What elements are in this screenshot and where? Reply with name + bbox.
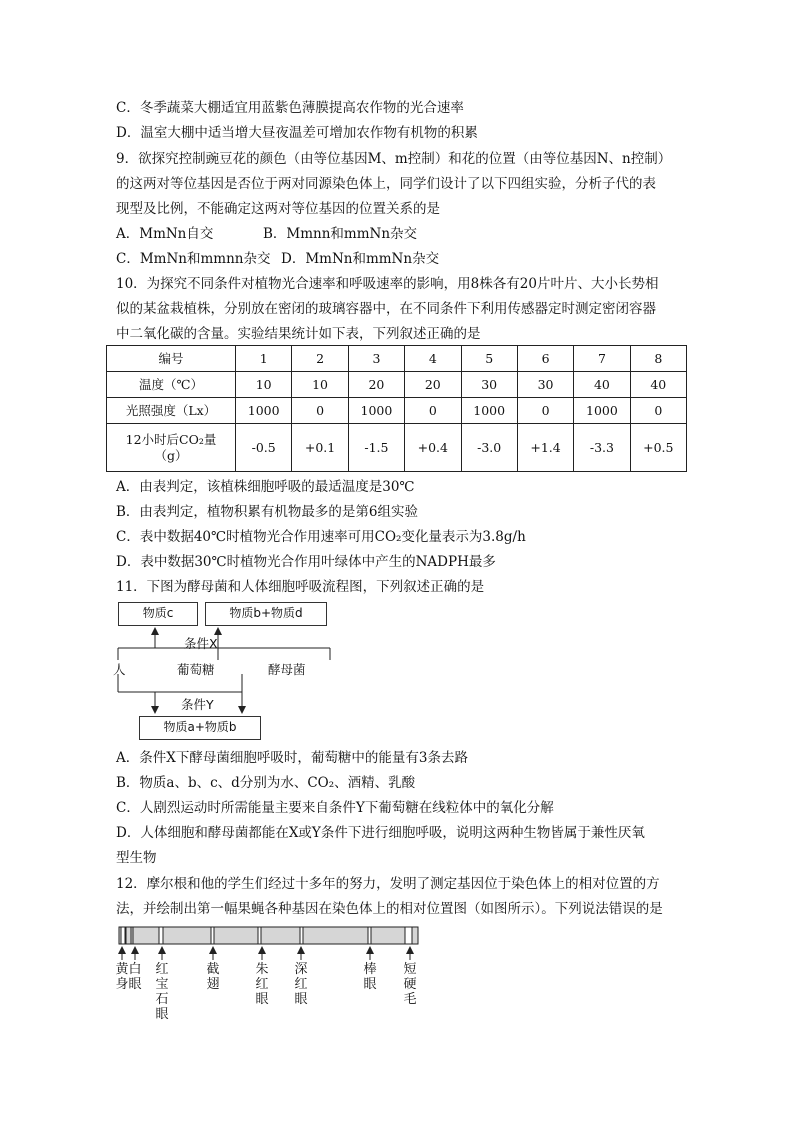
- table-cell: 4: [405, 346, 461, 372]
- table-cell: 0: [630, 398, 686, 424]
- table-cell: 20: [405, 372, 461, 398]
- chromosome-band: [211, 927, 214, 944]
- q11-option-d-line-1: D．人体细胞和酵母菌都能在X或Y条件下进行细胞呼吸，说明这两种生物皆属于兼性厌氧: [116, 825, 645, 841]
- q10-option-d: D．表中数据30℃时植物光合作用叶绿体中产生的NADPH最多: [116, 554, 496, 570]
- gene-label-bar-eye: 棒眼: [363, 962, 377, 992]
- yeast-label: 酵母菌: [268, 662, 306, 677]
- table-cell: 1000: [348, 398, 404, 424]
- table-cell: 10: [236, 372, 292, 398]
- condition-y-label: 条件Y: [181, 697, 214, 712]
- q8-option-c: C．冬季蔬菜大棚适宜用蓝紫色薄膜提高农作物的光合速率: [116, 100, 464, 116]
- table-cell: 0: [517, 398, 573, 424]
- table-cell: +0.1: [292, 424, 348, 472]
- human-label: 人: [113, 662, 126, 677]
- q9-stem-line-1: 9．欲探究控制豌豆花的颜色（由等位基因M、m控制）和花的位置（由等位基因N、n控制）: [116, 151, 672, 167]
- q10-stem-line-3: 中二氧化碳的含量。实验结果统计如下表，下列叙述正确的是: [116, 326, 481, 342]
- q10-stem-line-1: 10．为探究不同条件对植物光合速率和呼吸速率的影响，用8株各有20片叶片、大小长势相: [116, 276, 659, 292]
- q12-stem-line-2: 法，并绘制出第一幅果蝇各种基因在染色体上的相对位置图（如图所示）。下列说法错误的是: [116, 901, 663, 917]
- table-cell: 0: [405, 398, 461, 424]
- table-cell: 2: [292, 346, 348, 372]
- glucose-label: 葡萄糖: [177, 662, 215, 677]
- chromosome-band: [300, 927, 303, 944]
- row-label: 光照强度（Lx）: [107, 398, 236, 424]
- gene-label-cut-wing: 截翅: [206, 962, 220, 992]
- chromosome-band: [159, 927, 163, 944]
- substance-c-box: 物质c: [118, 602, 198, 626]
- chromosome-bar: [119, 927, 418, 944]
- table-cell: +0.5: [630, 424, 686, 472]
- q11-stem: 11．下图为酵母菌和人体细胞呼吸流程图，下列叙述正确的是: [116, 579, 485, 595]
- q12-stem-line-1: 12．摩尔根和他的学生们经过十多年的努力，发明了测定基因位于染色体上的相对位置的方: [116, 876, 660, 892]
- q10-option-c: C．表中数据40℃时植物光合作用速率可用CO₂变化量表示为3.8g/h: [116, 529, 526, 545]
- q9-option-c: C．MmNn和mmnn杂交: [116, 251, 271, 267]
- table-cell: 30: [517, 372, 573, 398]
- table-cell: 20: [348, 372, 404, 398]
- table-cell: -3.0: [461, 424, 517, 472]
- q10-stem-line-2: 似的某盆栽植株，分别放在密闭的玻璃容器中，在不同条件下利用传感器定时测定密闭容器: [116, 301, 656, 317]
- substance-ab-box: 物质a+物质b: [139, 716, 261, 740]
- table-cell: 10: [292, 372, 348, 398]
- q10-option-b: B．由表判定，植物积累有机物最多的是第6组实验: [116, 504, 419, 520]
- chromosome-band: [121, 927, 125, 944]
- gene-label-yellow-body: 黄身: [115, 962, 129, 992]
- q10-option-a: A．由表判定，该植株细胞呼吸的最适温度是30℃: [116, 479, 415, 495]
- row-label: 温度（℃）: [107, 372, 236, 398]
- table-cell: 6: [517, 346, 573, 372]
- gene-label-ruby-eye: 红宝石眼: [155, 962, 169, 1022]
- table-cell: -3.3: [574, 424, 630, 472]
- row-label-line-2: （g）: [154, 447, 188, 463]
- q9-stem-line-3: 现型及比例，不能确定这两对等位基因的位置关系的是: [116, 201, 440, 217]
- row-label-line-1: 12小时后CO₂量: [125, 431, 217, 447]
- q9-option-a: A．MmNn自交: [116, 226, 214, 242]
- chromosome-map: [119, 927, 418, 944]
- table-cell: 1000: [574, 398, 630, 424]
- table-cell: -1.5: [348, 424, 404, 472]
- q9-option-b: B．Mmnn和mmNn杂交: [263, 226, 418, 242]
- q11-option-c: C．人剧烈运动时所需能量主要来自条件Y下葡萄糖在线粒体中的氧化分解: [116, 800, 554, 816]
- chromosome-band: [258, 927, 261, 944]
- table-cell: 0: [292, 398, 348, 424]
- gene-label-carmine-eye: 深红眼: [294, 962, 308, 1007]
- row-label: 编号: [107, 346, 236, 372]
- table-cell: 30: [461, 372, 517, 398]
- q11-option-a: A．条件X下酵母菌细胞呼吸时，葡萄糖中的能量有3条去路: [116, 750, 468, 766]
- chromosome-band: [368, 927, 371, 944]
- table-cell: -0.5: [236, 424, 292, 472]
- q11-option-b: B．物质a、b、c、d分别为水、CO₂、酒精、乳酸: [116, 775, 416, 791]
- q9-option-d: D．MmNn和mmNn杂交: [281, 251, 440, 267]
- table-cell: 5: [461, 346, 517, 372]
- chromosome-band: [405, 927, 412, 944]
- table-cell: 1000: [236, 398, 292, 424]
- table-cell: 7: [574, 346, 630, 372]
- condition-x-label: 条件X: [184, 636, 218, 651]
- substance-bd-box: 物质b+物质d: [205, 602, 327, 626]
- table-cell: +1.4: [517, 424, 573, 472]
- table-cell: 1000: [461, 398, 517, 424]
- table-cell: 1: [236, 346, 292, 372]
- gene-label-bristle: 短硬毛: [403, 962, 417, 1007]
- table-cell: 3: [348, 346, 404, 372]
- gene-label-vermilion-eye: 朱红眼: [255, 962, 269, 1007]
- table-cell: 8: [630, 346, 686, 372]
- q11-option-d-line-2: 型生物: [116, 850, 157, 866]
- table-cell: 40: [630, 372, 686, 398]
- table-cell: +0.4: [405, 424, 461, 472]
- q9-stem-line-2: 的这两对等位基因是否位于两对同源染色体上，同学们设计了以下四组实验，分析子代的表: [116, 176, 656, 192]
- gene-label-white-eye: 白眼: [128, 962, 142, 992]
- table-cell: 40: [574, 372, 630, 398]
- q8-option-d: D．温室大棚中适当增大昼夜温差可增加农作物有机物的积累: [116, 125, 478, 141]
